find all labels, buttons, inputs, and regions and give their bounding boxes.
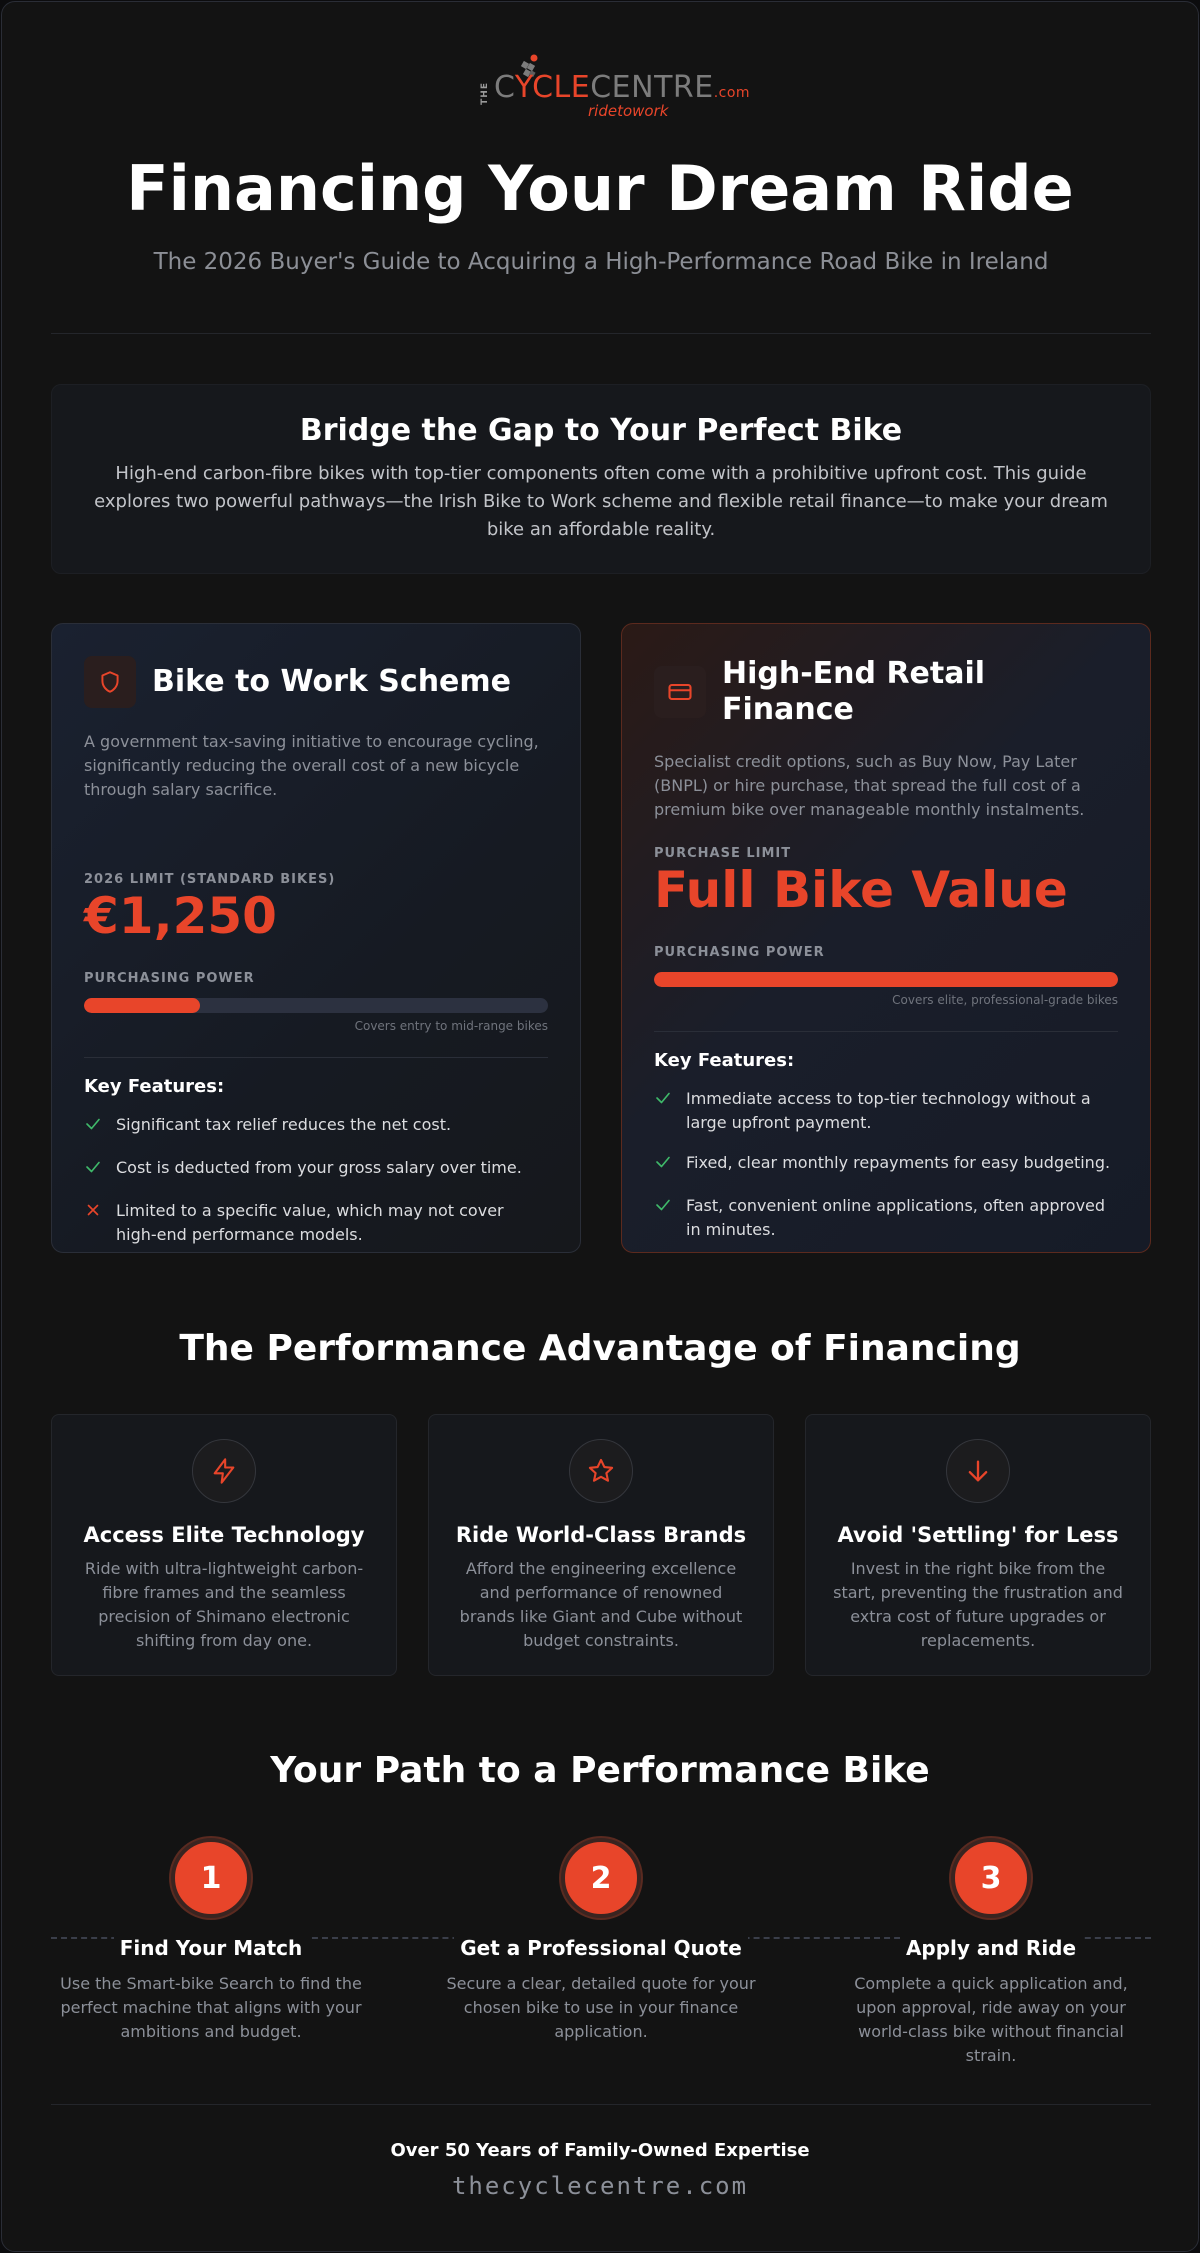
- path-step: [831, 1838, 1151, 2068]
- card-title: High-End Retail Finance: [722, 656, 986, 727]
- advantage-section-title: The Performance Advantage of Financing: [179, 1328, 1021, 1369]
- key-features-list: [654, 1087, 1118, 1242]
- card-divider: [654, 1031, 1118, 1032]
- retail-finance-card: [621, 623, 1151, 1253]
- purchasing-power-fill: [84, 998, 200, 1013]
- advantage-title: Ride World-Class Brands: [455, 1523, 747, 1547]
- intro-heading: Bridge the Gap to Your Perfect Bike: [299, 413, 903, 448]
- feature-item: [84, 1199, 548, 1247]
- footer-tagline: Over 50 Years of Family-Owned Expertise: [390, 2140, 810, 2161]
- infographic-page: [1, 1, 1199, 2252]
- step-text: Complete a quick application and, upon approval, ride away on your world-class bike without financial strain.: [854, 1974, 1128, 2065]
- shield-icon: [84, 656, 136, 708]
- page-subtitle: The 2026 Buyer's Guide to Acquiring a High-Performance Road Bike in Ireland: [153, 249, 1049, 275]
- purchasing-power-bar: [84, 998, 548, 1013]
- card-divider: [84, 1057, 548, 1058]
- path-step: [51, 1838, 371, 2044]
- feature-text: Fast, convenient online applications, often approved in minutes.: [686, 1196, 1106, 1239]
- logo-the: THE: [480, 82, 490, 105]
- step-title: Find Your Match: [114, 1936, 309, 1960]
- limit-label: PURCHASE LIMIT: [654, 846, 792, 861]
- feature-text: Significant tax relief reduces the net cost.: [116, 1115, 452, 1134]
- logo-tagline: ridetowork: [588, 102, 669, 120]
- advantage-text: Invest in the right bike from the start, preventing the frustration and extra cost of future upgrades or replacements.: [833, 1559, 1123, 1650]
- path-step: [441, 1838, 761, 2044]
- feature-item: [654, 1087, 1118, 1135]
- limit-label: 2026 LIMIT (STANDARD BIKES): [84, 872, 336, 887]
- key-features-list: [84, 1113, 548, 1247]
- advantage-card: [51, 1414, 397, 1676]
- arrow-down-icon: [946, 1439, 1010, 1503]
- check-icon: [654, 1194, 686, 1242]
- advantage-card: [805, 1414, 1151, 1676]
- feature-item: [654, 1151, 1118, 1178]
- key-features-title: Key Features:: [84, 1076, 225, 1097]
- step-number-badge: 3: [951, 1838, 1031, 1918]
- check-icon: [654, 1087, 686, 1135]
- feature-text: Fixed, clear monthly repayments for easy budgeting.: [686, 1153, 1111, 1172]
- purchasing-power-label: PURCHASING POWER: [654, 945, 825, 960]
- feature-text: Cost is deducted from your gross salary over time.: [116, 1158, 522, 1177]
- advantage-text: Afford the engineering excellence and performance of renowned brands like Giant and Cube without budget constraints.: [459, 1559, 743, 1650]
- advantage-card: [428, 1414, 774, 1676]
- step-title: Get a Professional Quote: [454, 1936, 748, 1960]
- advantage-title: Access Elite Technology: [83, 1523, 365, 1547]
- card-description: A government tax-saving initiative to encourage cycling, significantly reducing the overall cost of a new bicycle through salary sacrifice.: [84, 732, 539, 799]
- advantage-title: Avoid 'Settling' for Less: [837, 1523, 1119, 1547]
- purchasing-power-fill: [654, 972, 1118, 987]
- footer-url[interactable]: thecyclecentre.com: [451, 2172, 749, 2200]
- step-number-badge: 2: [561, 1838, 641, 1918]
- check-icon: [654, 1151, 686, 1178]
- feature-text: Immediate access to top-tier technology without a large upfront payment.: [686, 1089, 1091, 1132]
- step-text: Secure a clear, detailed quote for your chosen bike to use in your finance application.: [446, 1974, 756, 2041]
- purchasing-power-note: Covers elite, professional-grade bikes: [892, 993, 1118, 1007]
- credit-card-icon: [654, 666, 706, 718]
- page-title: Financing Your Dream Ride: [126, 152, 1074, 225]
- footer-divider: [51, 2104, 1151, 2105]
- card-title: Bike to Work Scheme: [152, 664, 512, 699]
- intro-panel: [51, 384, 1151, 574]
- key-features-title: Key Features:: [654, 1050, 795, 1071]
- step-number-badge: 1: [171, 1838, 251, 1918]
- purchasing-power-label: PURCHASING POWER: [84, 971, 255, 986]
- step-title: Apply and Ride: [900, 1936, 1082, 1960]
- path-section-title: Your Path to a Performance Bike: [270, 1750, 930, 1791]
- feature-item: [84, 1156, 548, 1183]
- logo-wordmark: CYCLECENTRE.com: [494, 70, 751, 105]
- check-icon: [84, 1113, 116, 1140]
- purchasing-power-bar: [654, 972, 1118, 987]
- advantage-text: Ride with ultra-lightweight carbon-fibre frames and the seamless precision of Shimano electronic shifting from day one.: [84, 1559, 364, 1650]
- feature-text: Limited to a specific value, which may not cover high-end performance models.: [116, 1201, 504, 1244]
- header-divider: [51, 333, 1151, 334]
- limit-value: Full Bike Value: [654, 861, 1068, 919]
- cross-icon: [84, 1199, 116, 1247]
- star-icon: [569, 1439, 633, 1503]
- limit-value: €1,250: [84, 887, 277, 945]
- purchasing-power-note: Covers entry to mid-range bikes: [354, 1019, 548, 1033]
- bike-to-work-card: [51, 623, 581, 1253]
- check-icon: [84, 1156, 116, 1183]
- card-description: Specialist credit options, such as Buy Now, Pay Later (BNPL) or hire purchase, that spread the full cost of a premium bike over manageable monthly instalments.: [654, 752, 1085, 819]
- logo[interactable]: [2, 54, 1198, 128]
- feature-item: [84, 1113, 548, 1140]
- step-text: Use the Smart-bike Search to find the perfect machine that aligns with your ambitions and budget.: [60, 1974, 362, 2041]
- lightning-icon: [192, 1439, 256, 1503]
- feature-item: [654, 1194, 1118, 1242]
- intro-body: High-end carbon-fibre bikes with top-tier components often come with a prohibitive upfront cost. This guide explores two powerful pathways—the Irish Bike to Work scheme and flexible retail finance—to make your dream bike an affordable reality.: [94, 463, 1108, 540]
